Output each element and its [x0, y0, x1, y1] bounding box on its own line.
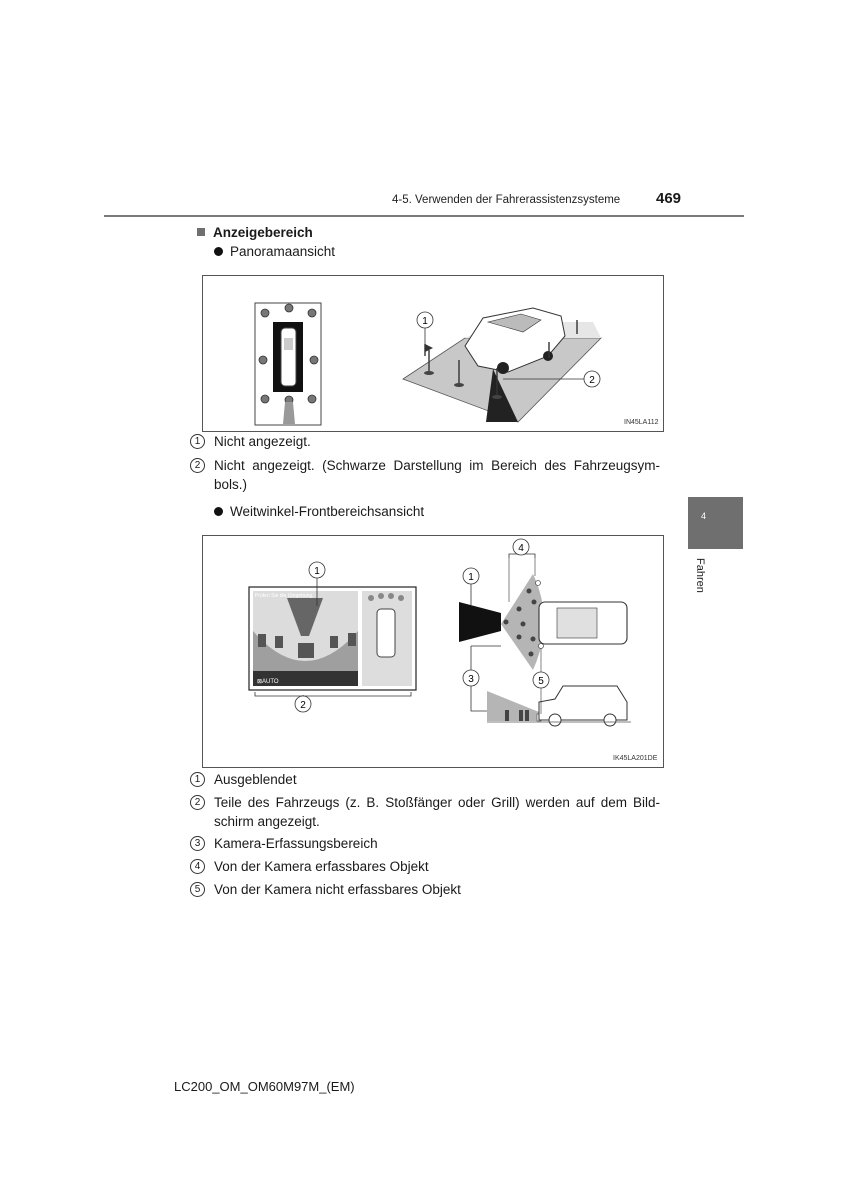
chapter-number: 4	[701, 511, 707, 521]
svg-text:2: 2	[300, 700, 306, 711]
document-code-footer: LC200_OM_OM60M97M_(EM)	[174, 1079, 355, 1094]
list-item	[190, 793, 660, 831]
item-text: Ausgeblendet	[214, 772, 297, 787]
running-header-section: 4-5. Verwenden der Fahrerassistenzsysteme	[392, 194, 621, 206]
item-text: Von der Kamera nicht erfassbares Objekt	[214, 882, 461, 897]
list-item	[190, 432, 660, 451]
page-number: 469	[656, 190, 682, 207]
screen-mode-text: ⊠AUTO	[257, 679, 279, 685]
item-number: 1	[190, 434, 205, 449]
item-number: 5	[190, 882, 205, 897]
section-heading-text: Anzeigebereich	[213, 225, 313, 240]
view-title-panorama: Panoramaansicht	[214, 244, 335, 259]
item-text: Teile des Fahrzeugs (z. B. Stoßfänger oder Grill) werden auf dem Bild- schirm angezeigt.	[214, 795, 660, 829]
wide-angle-illustration	[203, 536, 663, 767]
item-number: 1	[190, 772, 205, 787]
item-number: 3	[190, 836, 205, 851]
item-text: Kamera-Erfassungsbereich	[214, 836, 378, 851]
list-item	[190, 857, 660, 876]
item-text: Nicht angezeigt.	[214, 434, 311, 449]
svg-text:1: 1	[314, 566, 320, 577]
panorama-illustration	[203, 276, 663, 431]
list-item	[190, 880, 660, 899]
item-text: Von der Kamera erfassbares Objekt	[214, 859, 429, 874]
chapter-tab	[688, 497, 743, 549]
list-item	[190, 834, 660, 853]
figure-code: IN45LA112	[624, 419, 659, 426]
svg-text:4: 4	[518, 543, 524, 554]
item-number: 2	[190, 458, 205, 473]
svg-text:5: 5	[538, 676, 544, 687]
svg-text:3: 3	[468, 674, 474, 685]
item-number: 2	[190, 795, 205, 810]
callout-2-label: 2	[589, 375, 595, 386]
chapter-title: Fahren	[694, 558, 706, 593]
screen-banner-text: Prüfen Sie die Umgebung.	[255, 593, 314, 599]
bullet-icon	[214, 507, 223, 516]
section-heading	[197, 225, 313, 240]
square-bullet-icon	[197, 228, 205, 236]
item-text: Nicht angezeigt. (Schwarze Darstellung im Bereich des Fahrzeugsym- bols.)	[214, 458, 660, 492]
view-title-wide-angle: Weitwinkel-Frontbereichsansicht	[214, 504, 424, 519]
figure-code: IK45LA201DE	[613, 755, 658, 762]
item-number: 4	[190, 859, 205, 874]
callout-1-label: 1	[422, 316, 428, 327]
list-item	[190, 456, 660, 494]
figure-wide-angle-view	[202, 535, 664, 768]
figure-panorama-view	[202, 275, 664, 432]
svg-text:1: 1	[468, 572, 474, 583]
bullet-icon	[214, 247, 223, 256]
list-item	[190, 770, 660, 789]
header-rule	[104, 215, 744, 217]
